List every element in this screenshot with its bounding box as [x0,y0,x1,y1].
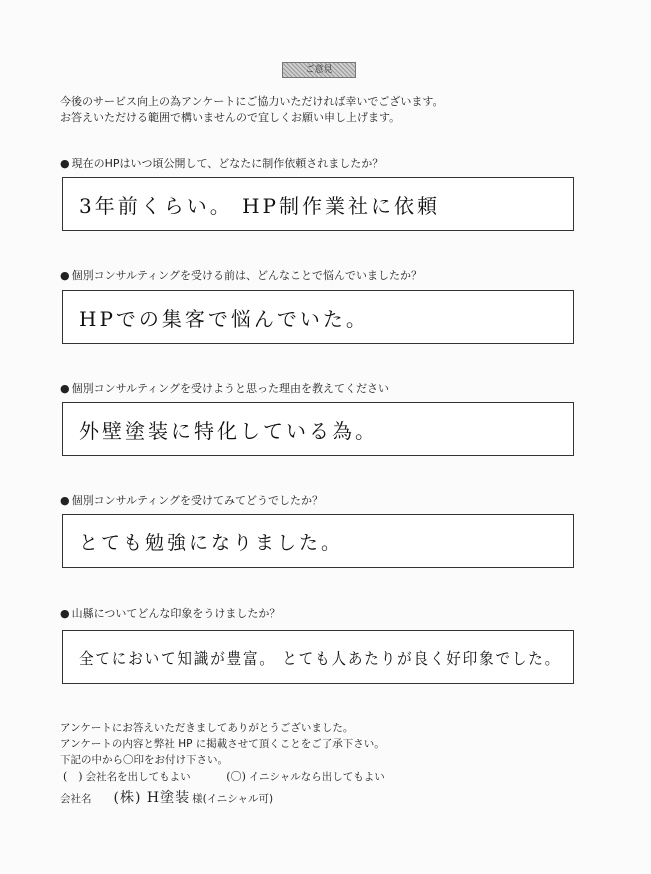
handwritten-answer: 外壁塗装に特化している為。 [79,419,378,443]
answer-box-2 [62,290,574,344]
form-title: ご意見 [282,62,356,78]
closing-line: 下記の中から〇印をお付け下さい。 [60,754,228,766]
company-suffix: 様(イニシャル可) [192,793,274,805]
question-3 [60,382,389,396]
handwritten-answer: HPでの集客で悩んでいた。 [79,307,369,331]
handwritten-answer: 3年前くらい。 HP制作業社に依頼 [79,194,440,218]
intro-line: お答えいただける範囲で構いませんので宜しくお願い申し上げます。 [60,111,401,124]
question-text: 個別コンサルティングを受ける前は、どんなことで悩んでいましたか？ [71,269,422,282]
closing-line: アンケートにお答えいただきましてありがとうございました。 [60,722,354,734]
question-text: 山縣についてどんな印象をうけましたか？ [71,607,281,620]
bullet-icon: ● [60,494,70,507]
answer-box-4 [62,514,574,568]
publish-options [60,768,385,784]
question-text: 個別コンサルティングを受けようと思った理由を教えてください [71,382,389,395]
question-5 [60,607,280,621]
question-text: 現在のHPはいつ頃公開して、どなたに制作依頼されましたか？ [71,157,384,170]
closing-line: アンケートの内容と弊社 HP に掲載させて頂くことをご了承下さい。 [60,738,385,750]
intro-text [60,94,443,126]
question-2 [60,269,422,283]
option-company-name: 会社名を出してもよい [85,771,191,783]
bullet-icon: ● [60,607,70,620]
answer-box-1 [62,177,574,231]
bullet-icon: ● [60,269,70,282]
intro-line: 今後のサービス向上の為アンケートにご協力いただければ幸いでございます。 [60,95,444,108]
answer-box-3 [62,402,574,456]
handwritten-answer: とても勉強になりました。 [79,532,344,554]
company-label: 会社名 [60,793,92,805]
answer-box-5 [62,630,574,684]
bullet-icon: ● [60,157,70,170]
question-text: 個別コンサルティングを受けてみてどうでしたか？ [71,494,323,507]
company-value: (株) H塗装 [113,790,191,806]
question-1 [60,157,383,171]
option-mark-initials[interactable]: (〇) [226,770,246,783]
closing-text [60,720,385,768]
company-row [60,787,273,807]
option-mark-company[interactable]: ( ) [63,770,83,783]
option-initials: イニシャルなら出してもよい [248,771,385,783]
question-4 [60,494,323,508]
bullet-icon: ● [60,382,70,395]
handwritten-answer: 全てにおいて知識が豊富。 とても人あたりが良く好印象でした。 [79,649,562,668]
